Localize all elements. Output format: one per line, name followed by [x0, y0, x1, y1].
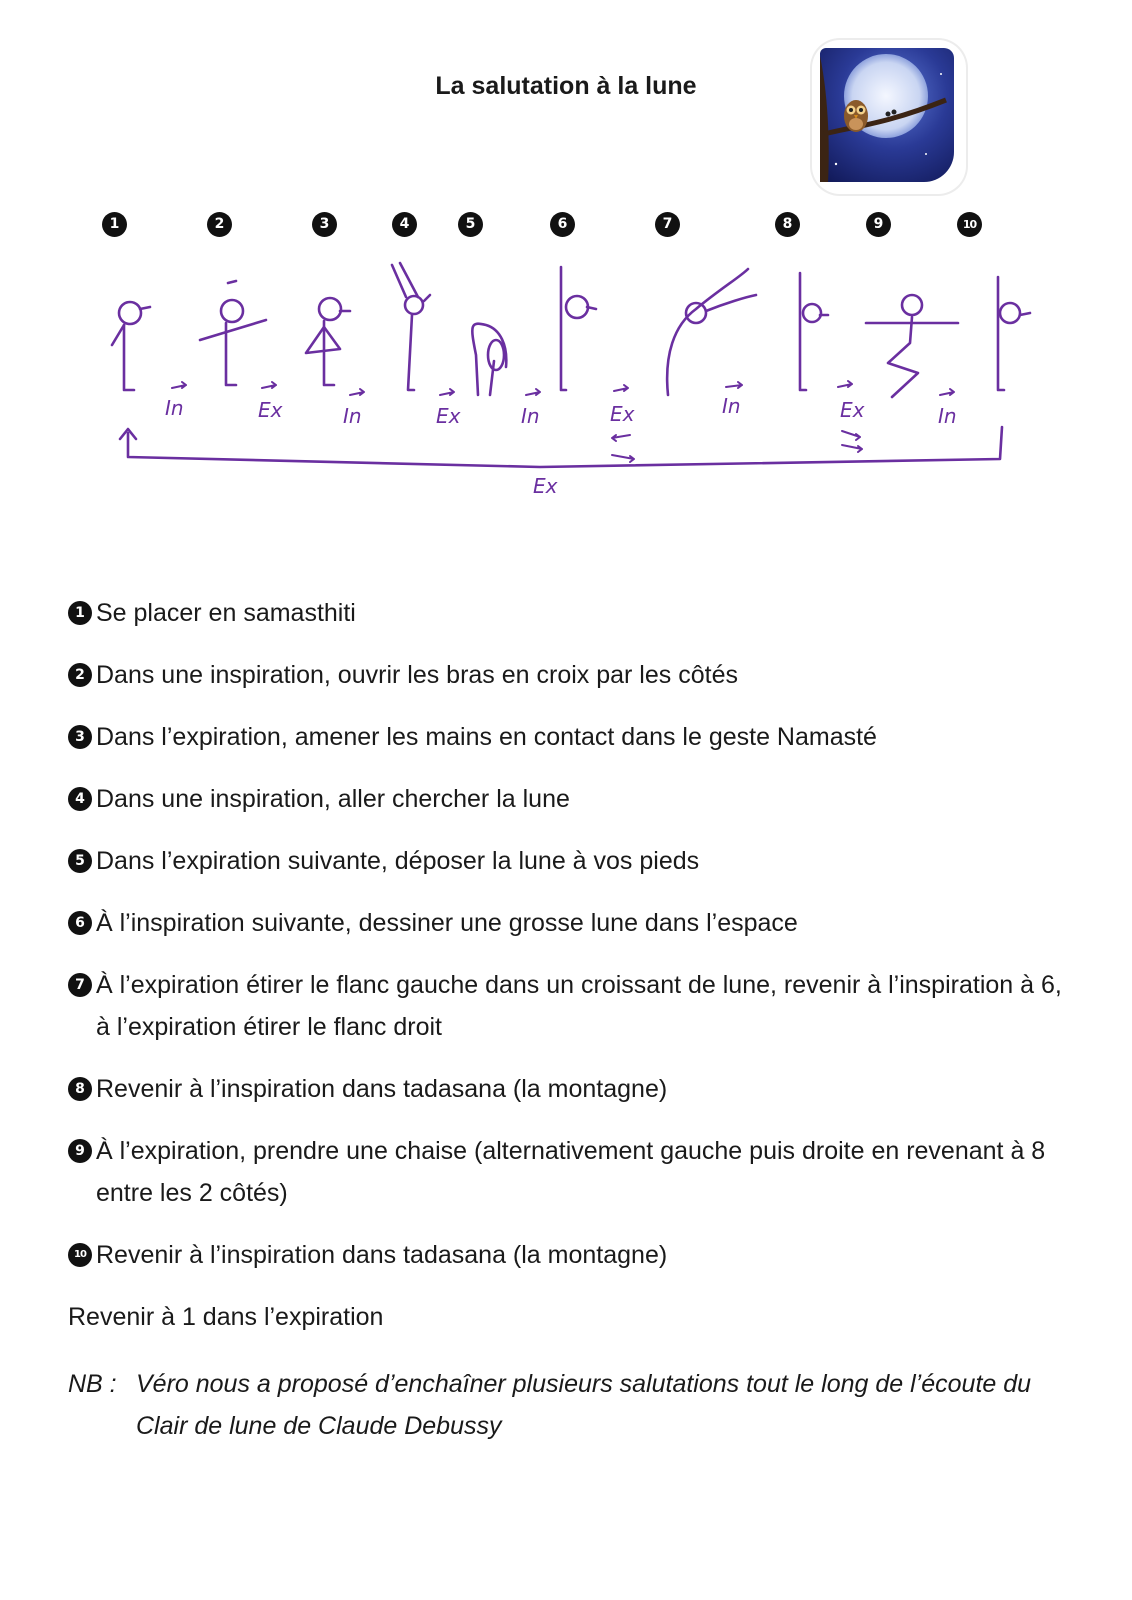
step-bullet: 9 [68, 1139, 92, 1163]
breath-label: In [165, 396, 184, 420]
step-text: À l’expiration étirer le flanc gauche dans un croissant de lune, revenir à l’inspiration à 6, à l’expiration étirer le flanc droit [96, 971, 1062, 1041]
step-list [68, 592, 1068, 1472]
nb-label: NB : [68, 1370, 117, 1398]
step-number: 6 [550, 212, 575, 237]
list-item [68, 654, 1068, 696]
step-bullet: 5 [68, 849, 92, 873]
step-bullet: 3 [68, 725, 92, 749]
step-text: Dans l’expiration, amener les mains en contact dans le geste Namasté [96, 723, 877, 751]
pose-figure [800, 273, 828, 390]
step-bullet: 2 [68, 663, 92, 687]
list-item [68, 592, 1068, 634]
step-bullet: 4 [68, 787, 92, 811]
list-item [68, 902, 1068, 944]
pose-figure [866, 295, 958, 397]
step-text: Dans une inspiration, ouvrir les bras en croix par les côtés [96, 661, 738, 689]
step-text: Dans une inspiration, aller chercher la lune [96, 785, 570, 813]
step-bullet: 7 [68, 973, 92, 997]
list-item [68, 840, 1068, 882]
step-number: 3 [312, 212, 337, 237]
pose-figure [667, 269, 756, 395]
list-item [68, 1234, 1068, 1276]
step-number: 2 [207, 212, 232, 237]
breath-label: In [521, 404, 540, 428]
step-bullet: 8 [68, 1077, 92, 1101]
step-bullet: 10 [68, 1243, 92, 1267]
pose-figure [200, 281, 266, 385]
step-number: 10 [957, 212, 982, 237]
step-bullet: 6 [68, 911, 92, 935]
list-item [68, 778, 1068, 820]
breath-label: In [343, 404, 362, 428]
breath-label: Ex [610, 402, 635, 426]
step-text: Revenir à l’inspiration dans tadasana (la montagne) [96, 1241, 668, 1269]
page-title: La salutation à la lune [435, 72, 697, 100]
step-number: 5 [458, 212, 483, 237]
step-text: À l’expiration, prendre une chaise (alternativement gauche puis droite en revenant à 8 entre les 2 côtés) [96, 1137, 1046, 1207]
step-text: Se placer en samasthiti [96, 599, 356, 627]
breath-label: In [722, 394, 741, 418]
breath-label: Ex [258, 398, 283, 422]
list-item [68, 1068, 1068, 1110]
list-item [68, 964, 1068, 1048]
pose-figure [112, 302, 150, 390]
step-bullet: 1 [68, 601, 92, 625]
pose-figure [998, 277, 1030, 390]
step-number-row [0, 212, 1132, 242]
pose-figure [472, 324, 506, 395]
return-arrow [120, 427, 1002, 467]
breath-arrows [172, 381, 954, 462]
pose-figure [306, 298, 350, 385]
step-number: 8 [775, 212, 800, 237]
step-number: 9 [866, 212, 891, 237]
list-item [68, 1130, 1068, 1214]
owl-moon-icon [806, 34, 972, 200]
step-text: Revenir à l’inspiration dans tadasana (la montagne) [96, 1075, 668, 1103]
breath-label: Ex [436, 404, 461, 428]
nb-note [68, 1363, 1068, 1447]
step-number: 1 [102, 212, 127, 237]
step-number: 7 [655, 212, 680, 237]
closing-line: Revenir à 1 dans l’expiration [68, 1303, 384, 1331]
pose-figure [561, 267, 596, 390]
step-text: Dans l’expiration suivante, déposer la lune à vos pieds [96, 847, 700, 875]
step-text: À l’inspiration suivante, dessiner une grosse lune dans l’espace [96, 909, 798, 937]
pose-sketch [0, 245, 1132, 525]
step-number: 4 [392, 212, 417, 237]
breath-label: Ex [840, 398, 865, 422]
list-item [68, 716, 1068, 758]
nb-text: Véro nous a proposé d’enchaîner plusieurs salutations tout le long de l’écoute du Clair de lune de Claude Debussy [136, 1370, 1032, 1440]
return-label: Ex [533, 474, 558, 498]
breath-label: In [938, 404, 957, 428]
pose-figure [392, 263, 430, 390]
